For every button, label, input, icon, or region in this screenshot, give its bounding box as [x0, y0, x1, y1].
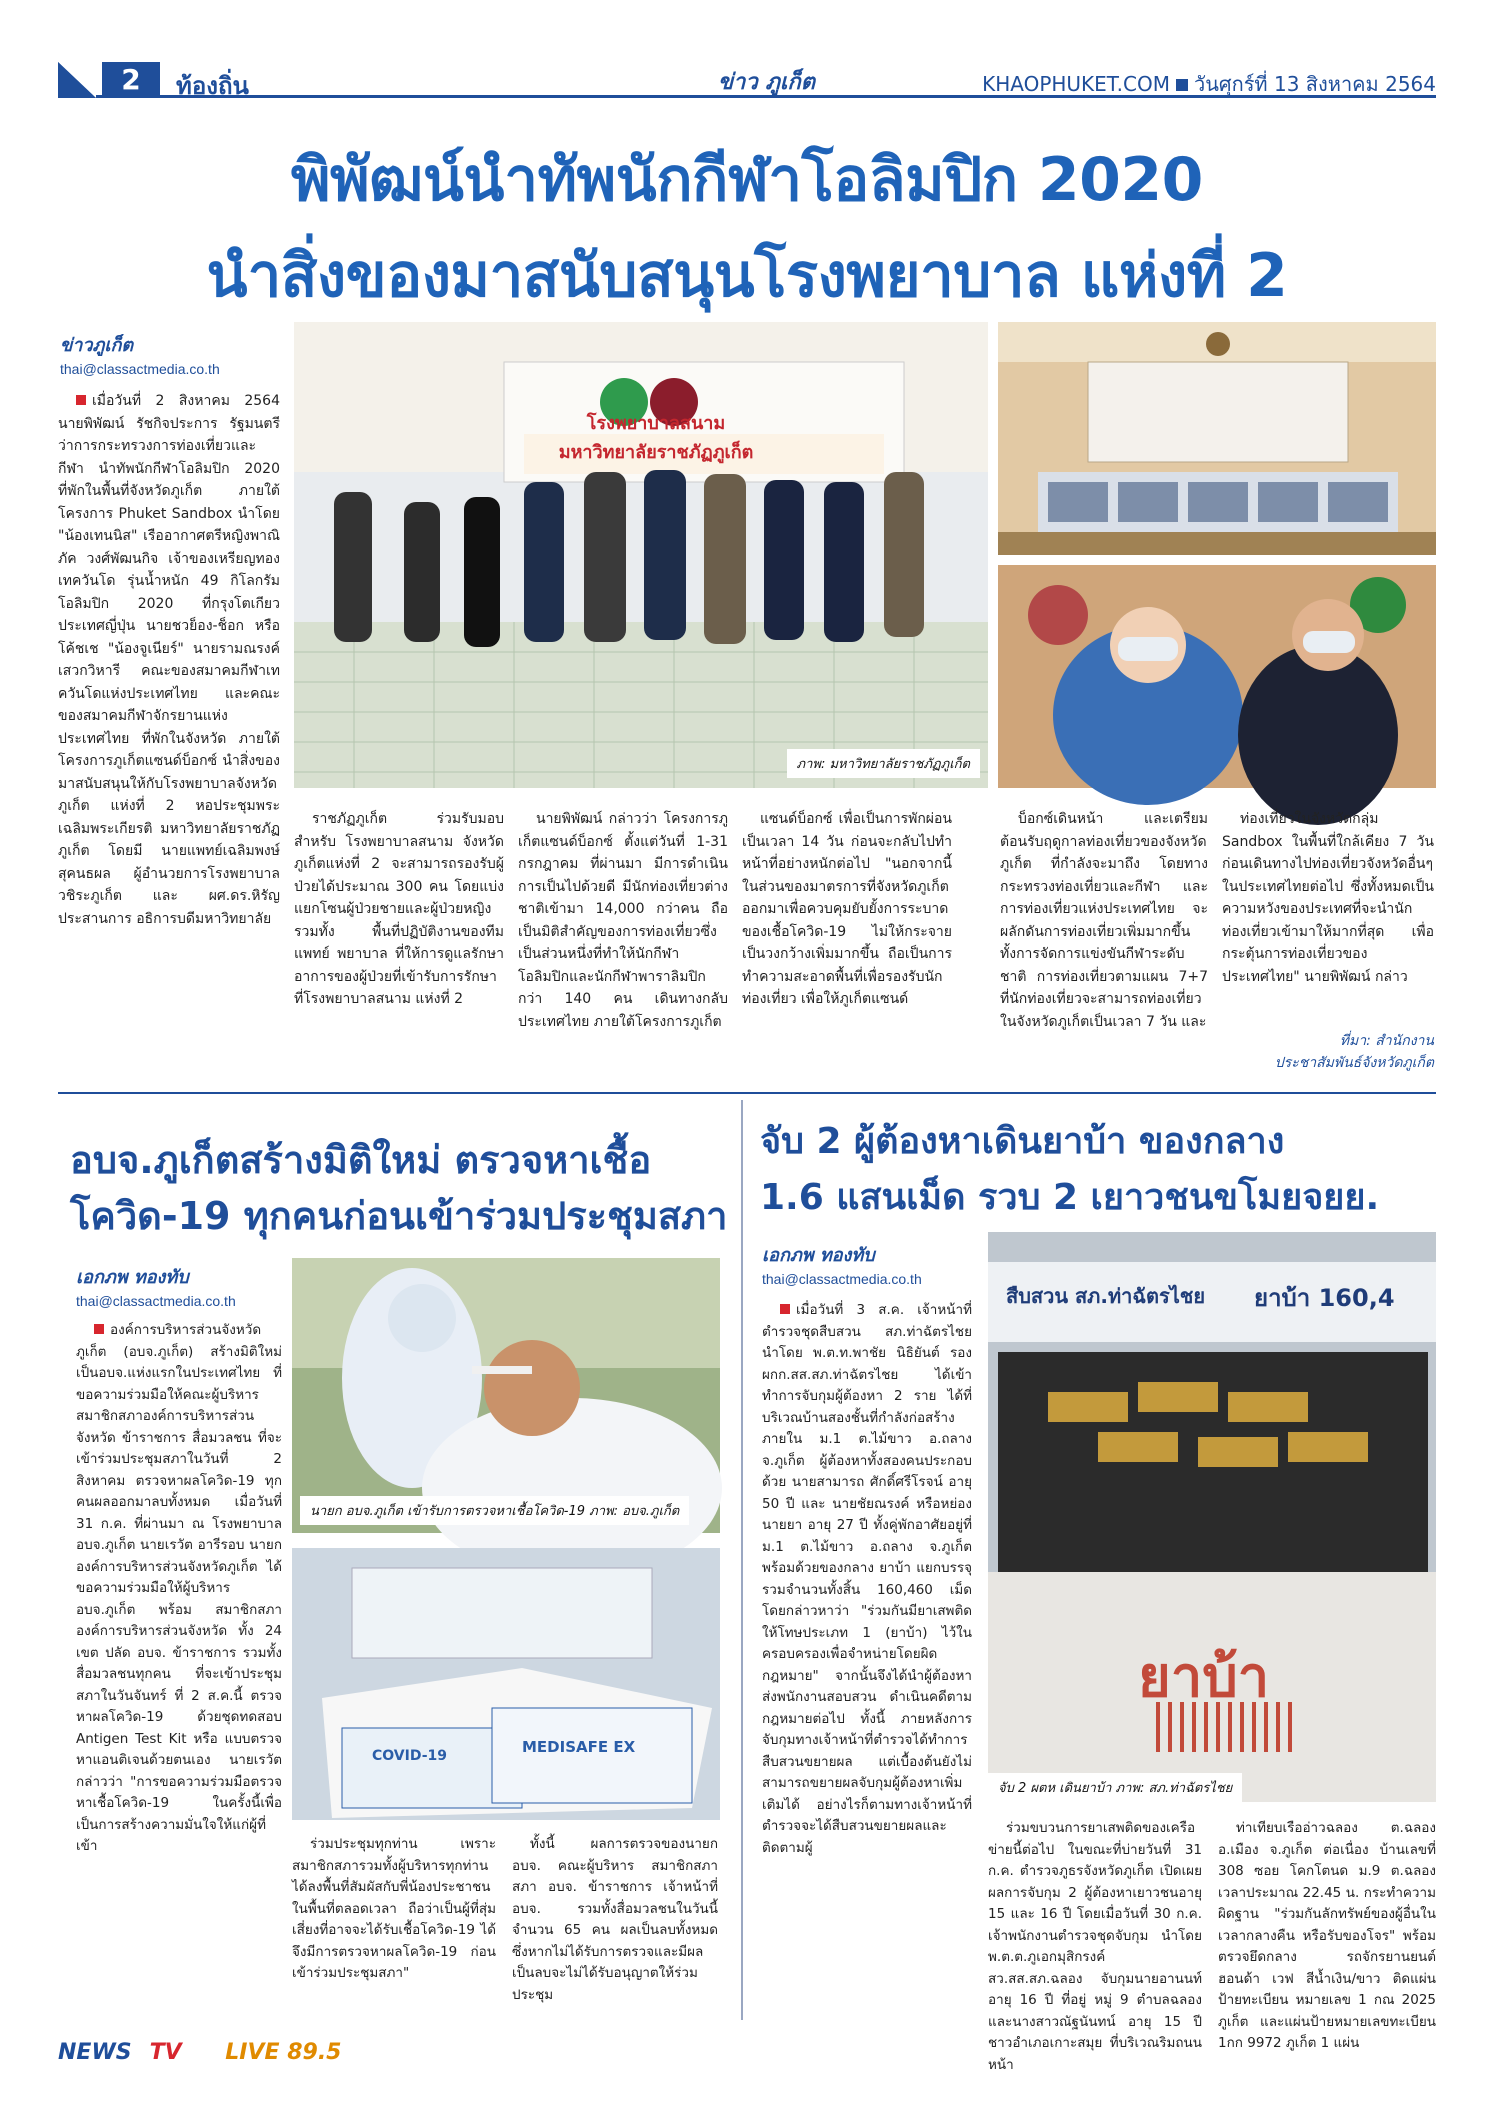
test-kit-photo-image: [292, 1548, 720, 1820]
headline-line-1: พิพัฒน์นำทัพนักกีฬาโอลิมปิก 2020: [291, 145, 1203, 215]
story2-text-2: ร่วมประชุมทุกท่าน เพราะสมาชิกสภารวมทั้งผู้บริหารทุกท่านได้ลงพื้นที่สัมผัสกับพี่น้องประชาชนในพื้นที่ตลอดเวลา ถือว่าเป็นผู้ที่สุ่มเสี่ยงที่อาจจะได้รับเชื้อโควิด-19 ได้ จึงมีการตรวจหาผลโควิด-19 ก่อนเข้าร่วมประชุมสภา": [292, 1836, 496, 1981]
section-name: ท้องถิ่น: [176, 72, 249, 100]
story3-headline: [760, 1114, 1440, 1226]
story2-text-3: ทั้งนี้ ผลการตรวจของนายก อบจ. คณะผู้บริหาร สมาชิกสภา สภา อบจ. ข้าราชการ เจ้าหน้าที่ อบจ. รวมทั้งสื่อมวลชนในวันนี้ จำนวน 65 คน ผลเป็นลบทั้งหมด ซึ่งหากไม่ได้รับการตรวจและมีผลเป็นลบจะไม่ได้รับอนุญาตให้ร่วมประชุม: [512, 1836, 718, 2003]
story1-col-2: [294, 808, 504, 1128]
story3-col-1: [762, 1300, 972, 2020]
headline-line-2: นำสิ่งของมาสนับสนุนโรงพยาบาล แห่งที่ 2: [206, 241, 1288, 311]
site-name: KHAOPHUKET.COM: [982, 72, 1170, 96]
banner-line-1: โรงพยาบาลสนาม: [586, 413, 726, 434]
footer-brands: [58, 2040, 359, 2065]
banner-text: [516, 408, 796, 463]
story1-col-4: [742, 808, 952, 1128]
story2-photo-kits: [292, 1548, 720, 1820]
byline-name: ข่าวภูเก็ต: [60, 335, 134, 356]
byline-email: thai@classactmedia.co.th: [60, 361, 220, 377]
story2-col-1: [76, 1320, 282, 2020]
byline-email: thai@classactmedia.co.th: [762, 1271, 922, 1287]
brand-news: NEWS: [58, 2040, 132, 2065]
bullet-icon: [780, 1304, 790, 1314]
live-radio-logo: LIVE 89.5: [225, 2040, 342, 2065]
story1-text-1: เมื่อวันที่ 2 สิงหาคม 2564 นายพิพัฒน์ รัชกิจประการ รัฐมนตรีว่าการกระทรวงการท่องเที่ยวและกีฬา นำทัพนักกีฬาโอลิมปิก 2020 ที่พักในพื้นที่จังหวัดภูเก็ต ภายใต้โครงการ Phuket Sandbox นำโดย "น้องเทนนิส" เรืออากาศตรีหญิงพาณิภัค วงศ์พัฒนกิจ เจ้าของเหรียญทองเทควันโด รุ่นน้ำหนัก 49 กิโลกรัมโอลิมปิก 2020 ที่กรุงโตเกียว ประเทศญี่ปุ่น นายชวย็อง-ช็อก หรือ โค้ชเช "น้องจูเนียร์" นายรามณรงค์ เสวกวิหารี คณะของสมาคมกีฬาเทควันโดแห่งประเทศไทย และคณะของสมาคมกีฬาจักรยานแห่งประเทศไทย ที่พักในจังหวัด ภายใต้โครงการภูเก็ตแซนด์บ็อกซ์ นำสิ่งของมาสนับสนุนให้กับโรงพยาบาลจังหวัดภูเก็ต แห่งที่ 2 หอประชุมพระเฉลิมพระเกียรติ มหาวิทยาลัยราชภัฏภูเก็ต โดยมี นายแพทย์เฉลิมพงษ์ สุคนธผล ผู้อำนวยการโรงพยาบาลวชิระภูเก็ต และ ผศ.ดร.หิรัญ ประสานการ อธิการบดีมหาวิทยาลัย: [58, 393, 280, 927]
story1-photo-main: [294, 322, 988, 788]
story1-byline: [60, 330, 280, 377]
story2-photo-caption: นายก อบจ.ภูเก็ต เข้ารับการตรวจหาเชื้อโควิด-19 ภาพ: อบจ.ภูเก็ต: [300, 1496, 689, 1525]
story2-byline: [76, 1262, 296, 1309]
hall-photo-image: [998, 322, 1436, 555]
story1-text-2: ราชภัฏภูเก็ต ร่วมรับมอบ สำหรับ โรงพยาบาลสนาม จังหวัดภูเก็ตแห่งที่ 2 จะสามารถรองรับผู้ป่วยได้ประมาณ 300 คน โดยแบ่งแยกโซนผู้ป่วยชายและผู้ป่วยหญิง รวมทั้ง พื้นที่ปฏิบัติงานของทีมแพทย์ พยาบาล ที่ให้การดูแลรักษาอาการของผู้ป่วยที่เข้ารับการรักษาที่โรงพยาบาลสนาม แห่งที่ 2: [294, 811, 504, 1007]
story1-text-5: บ็อกซ์เดินหน้า และเตรียมต้อนรับฤดูกาลท่องเที่ยวของจังหวัดภูเก็ต ที่กำลังจะมาถึง โดยทางกระทรวงท่องเที่ยวและกีฬา และการท่องเที่ยวแห่งประเทศไทย จะผลักดันการท่องเที่ยวเพิ่มมากขึ้น ทั้งการจัดการแข่งขันกีฬาระดับชาติ การท่องเที่ยวตามแผน 7+7 ที่นักท่องเที่ยวจะสามารถท่องเที่ยวในจังหวัดภูเก็ตเป็นเวลา 7 วัน และ: [1000, 811, 1208, 1030]
byline-name: เอกภพ ทองทับ: [762, 1245, 875, 1266]
banner-line-2: มหาวิทยาลัยราชภัฏภูเก็ต: [558, 442, 754, 463]
byline-email: thai@classactmedia.co.th: [76, 1293, 236, 1309]
story2-col-2: [292, 1834, 496, 2024]
story1-source: [1222, 1030, 1434, 1074]
story2-col-3: [512, 1834, 718, 2024]
kit-label-2: MEDISAFE EX: [522, 1738, 636, 1756]
kit-label-1: COVID-19: [372, 1748, 448, 1764]
column-divider: [741, 1100, 743, 2020]
story2-photo-swab: [292, 1258, 720, 1533]
story1-photo-hall: [998, 322, 1436, 555]
story1-col-5: [1000, 808, 1208, 1128]
newspaper-logo: ข่าว ภูเก็ต: [718, 69, 816, 95]
sign-police-station: สืบสวน สภ.ท่าฉัตรไชย: [1006, 1284, 1206, 1308]
story3-byline: [762, 1240, 982, 1287]
story1-text-4: แซนด์บ็อกซ์ เพื่อเป็นการพักผ่อนเป็นเวลา 14 วัน ก่อนจะกลับไปทำหน้าที่อย่างหนักต่อไป "นอกจากนี้ ในส่วนของมาตรการที่จังหวัดภูเก็ตออกมาเพื่อควบคุมยับยั้งการระบาดของเชื้อโควิด-19 ไม่ให้กระจายเป็นวงกว้างเพิ่มมากขึ้น ถือเป็นการทำความสะอาดพื้นที่เพื่อรองรับนักท่องเที่ยว เพื่อให้ภูเก็ตแซนด์: [742, 811, 952, 1007]
story2-headline-line-1: อบจ.ภูเก็ตสร้างมิติใหม่ ตรวจหาเชื้อ: [70, 1138, 652, 1182]
story1-photo-people: [998, 565, 1436, 788]
sign-drug-count: ยาบ้า 160,4: [1254, 1284, 1395, 1312]
bullet-icon: [76, 395, 86, 405]
story1-col-3: [518, 808, 728, 1128]
square-bullet-icon: [1176, 79, 1188, 91]
story3-headline-line-2: 1.6 แสนเม็ด รวบ 2 เยาวชนขโมยจยย.: [760, 1177, 1380, 1218]
source-line-1: ที่มา: สำนักงาน: [1339, 1033, 1434, 1049]
bullet-icon: [94, 1324, 104, 1334]
people-photo-image: [998, 565, 1436, 788]
story3-photo-caption: จับ 2 ผตห เดินยาบ้า ภาพ: สภ.ท่าฉัตรไชย: [988, 1773, 1242, 1802]
pill-arrangement-text: ยาบ้า: [1138, 1645, 1270, 1710]
story2-headline: [70, 1132, 750, 1244]
story3-col-2: [988, 1818, 1202, 2073]
story3-col-3: [1218, 1818, 1436, 2051]
story1-col-1: [58, 390, 280, 927]
issue-date: วันศุกร์ที่ 13 สิงหาคม 2564: [1193, 72, 1436, 96]
news-tv-logo: [58, 2040, 200, 2065]
story1-text-6: ท่องเที่ยวในจังหวัดกลุ่ม Sandbox ในพื้นที่ใกล้เคียง 7 วัน ก่อนเดินทางไปท่องเที่ยวจังหวัดอื่นๆ ในประเทศไทยต่อไป ซึ่งทั้งหมดเป็นความหวังของประเทศที่จะนำนักท่องเที่ยวเข้ามาให้มากที่สุด เพื่อกระตุ้นการท่องเที่ยวของประเทศไทย" นายพิพัฒน์ กล่าว: [1222, 811, 1434, 985]
group-photo-image: [294, 322, 988, 788]
story1-photo-caption: ภาพ: มหาวิทยาลัยราชภัฏภูเก็ต: [787, 749, 981, 778]
story2-headline-line-2: โควิด-19 ทุกคนก่อนเข้าร่วมประชุมสภา: [70, 1194, 728, 1238]
source-line-2: ประชาสัมพันธ์จังหวัดภูเก็ต: [1274, 1055, 1434, 1071]
story1-col-1-cont: [58, 820, 280, 1130]
section-divider: [58, 1092, 1436, 1094]
page-number: 2: [102, 62, 160, 98]
story3-text-3: ท่าเทียบเรืออ่าวฉลอง ต.ฉลอง อ.เมือง จ.ภูเก็ต ต่อเนื่อง บ้านเลขที่ 308 ซอย โคกโตนด ม.9 ต.ฉลอง เวลาประมาณ 22.45 น. กระทำความผิดฐาน "ร่วมกันลักทรัพย์ของผู้อื่นในเวลากลางคืน หรือรับของโจร" พร้อมตรวจยึดกลาง รถจักรยานยนต์ ฮอนด้า เวฟ สีน้ำเงิน/ขาว ติดแผ่นป้ายทะเบียน หมายเลข 1 กณ 2025 ภูเก็ต และแผ่นป้ายหมายเลขทะเบียน 1กก 9972 ภูเก็ต 1 แผ่น: [1218, 1820, 1436, 2051]
story1-text-3: นายพิพัฒน์ กล่าวว่า โครงการภูเก็ตแซนด์บ็อกซ์ ตั้งแต่วันที่ 1-31 กรกฎาคม ที่ผ่านมา มีการดำเนินการเป็นไปด้วยดี มีนักท่องเที่ยวต่างชาติเข้ามา 14,000 กว่าคน ถือเป็นมิติสำคัญของการท่องเที่ยวซึ่งเป็นส่วนหนึ่งที่ทำให้นักกีฬาโอลิมปิกและนักกีฬาพาราลิมปิก กว่า 140 คน เดินทางกลับประเทศไทย ภายใต้โครงการภูเก็ต: [518, 811, 728, 1030]
byline-name: เอกภพ ทองทับ: [76, 1267, 189, 1288]
swab-photo-image: [292, 1258, 720, 1533]
story3-headline-line-1: จับ 2 ผู้ต้องหาเดินยาบ้า ของกลาง: [760, 1121, 1285, 1162]
story3-text-2: ร่วมขบวนการยาเสพติดของเครือข่ายนี้ต่อไป ในขณะที่บ่ายวันที่ 31 ก.ค. ตำรวจภูธรจังหวัดภูเก็ต เปิดเผยผลการจับกุม 2 ผู้ต้องหาเยาวชนอายุ 15 และ 16 ปี โดยเมื่อวันที่ 30 ก.ค. เจ้าพนักงานตำรวจชุดจับกุม นำโดย พ.ต.ต.ภูเอกมุสิกรงค์ สว.สส.สภ.ฉลอง จับกุมนายอานนท์ อายุ 16 ปี ที่อยู่ หมู่ 9 ตำบลฉลอง และนางสาวณัฐนันทน์ อายุ 15 ปี ชาวอำเภอเกาะสมุย ที่บริเวณริมถนนหน้า: [988, 1820, 1202, 2073]
dateline: [982, 68, 1436, 100]
page-header: [58, 62, 1436, 98]
main-headline: [58, 132, 1436, 324]
story2-text-1: องค์การบริหารส่วนจังหวัดภูเก็ต (อบจ.ภูเก็ต) สร้างมิติใหม่ เป็นอบจ.แห่งแรกในประเทศไทย ที่ขอความร่วมมือให้คณะผู้บริหาร สมาชิกสภาองค์การบริหารส่วนจังหวัด ข้าราชการ สื่อมวลชน ที่จะเข้าร่วมประชุมสภาในวันที่ 2 สิงหาคม ตรวจหาผลโควิด-19 ทุกคนผลออกมาลบทั้งหมด เมื่อวันที่ 31 ก.ค. ที่ผ่านมา ณ โรงพยาบาล อบจ.ภูเก็ต นายเรวัต อารีรอบ นายกองค์การบริหารส่วนจังหวัดภูเก็ต ได้ขอความร่วมมือให้ผู้บริหาร อบจ.ภูเก็ต พร้อม สมาชิกสภาองค์การบริหารส่วนจังหวัด ทั้ง 24 เขต ปลัด อบจ. ข้าราชการ รวมทั้งสื่อมวลชนทุกคน ที่จะเข้าประชุมสภาในวันจันทร์ ที่ 2 ส.ค.นี้ ตรวจหาผลโควิด-19 ด้วยชุดทดสอบ Antigen Test Kit หรือ แบบตรวจหาแอนติเจนด้วยตนเอง นายเรวัต กล่าวว่า "การขอความร่วมมือตรวจหาเชื้อโควิด-19 ในครั้งนี้เพื่อเป็นการสร้างความมั่นใจให้แก่ผู้ที่เข้า: [76, 1322, 282, 1854]
brand-tv: TV: [149, 2040, 182, 2065]
story3-photo: [988, 1232, 1436, 1802]
story1-col-6: [1222, 808, 1434, 1028]
corner-mark-icon: [58, 62, 96, 98]
story3-text-1: เมื่อวันที่ 3 ส.ค. เจ้าหน้าที่ตำรวจชุดสืบสวน สภ.ท่าฉัตรไชย นำโดย พ.ต.ท.พาชัย นิธิยันต์ รอง ผกก.สส.สภ.ท่าฉัตรไชย ได้เข้าทำการจับกุมผู้ต้องหา 2 ราย ได้ที่บริเวณบ้านสองชั้นที่กำลังก่อสร้างภายใน ม.1 ต.ไม้ขาว อ.ถลาง จ.ภูเก็ต ผู้ต้องหาทั้งสองคนประกอบด้วย นายสามารถ ศักดิ์ศรีโรจน์ อายุ 50 ปี และ นายชัยณรงค์ หรือหย่อง นายยา อายุ 27 ปี ทั้งคู่พักอาศัยอยู่ที่ ม.1 ต.ไม้ขาว อ.ถลาง จ.ภูเก็ต พร้อมด้วยของกลาง ยาบ้า แยกบรรจุรวมจำนวนทั้งสิ้น 160,460 เม็ด โดยกล่าวหาว่า "ร่วมกันมียาเสพติดให้โทษประเภท 1 (ยาบ้า) ไว้ในครอบครองเพื่อจำหน่ายโดยผิดกฎหมาย" จากนั้นจึงได้นำผู้ต้องหาส่งพนักงานสอบสวน ดำเนินคดีตามกฎหมายต่อไป ทั้งนี้ ภายหลังการจับกุมทางเจ้าหน้าที่ตำรวจได้ทำการสืบสวนขยายผล แต่เบื้องต้นยังไม่สามารถขยายผลจับกุมผู้ต้องหาเพิ่มเติมได้ อย่างไรก็ตามทางเจ้าหน้าที่ตำรวจจะได้สืบสวนขยายผลและติดตามผู้: [762, 1302, 972, 1856]
